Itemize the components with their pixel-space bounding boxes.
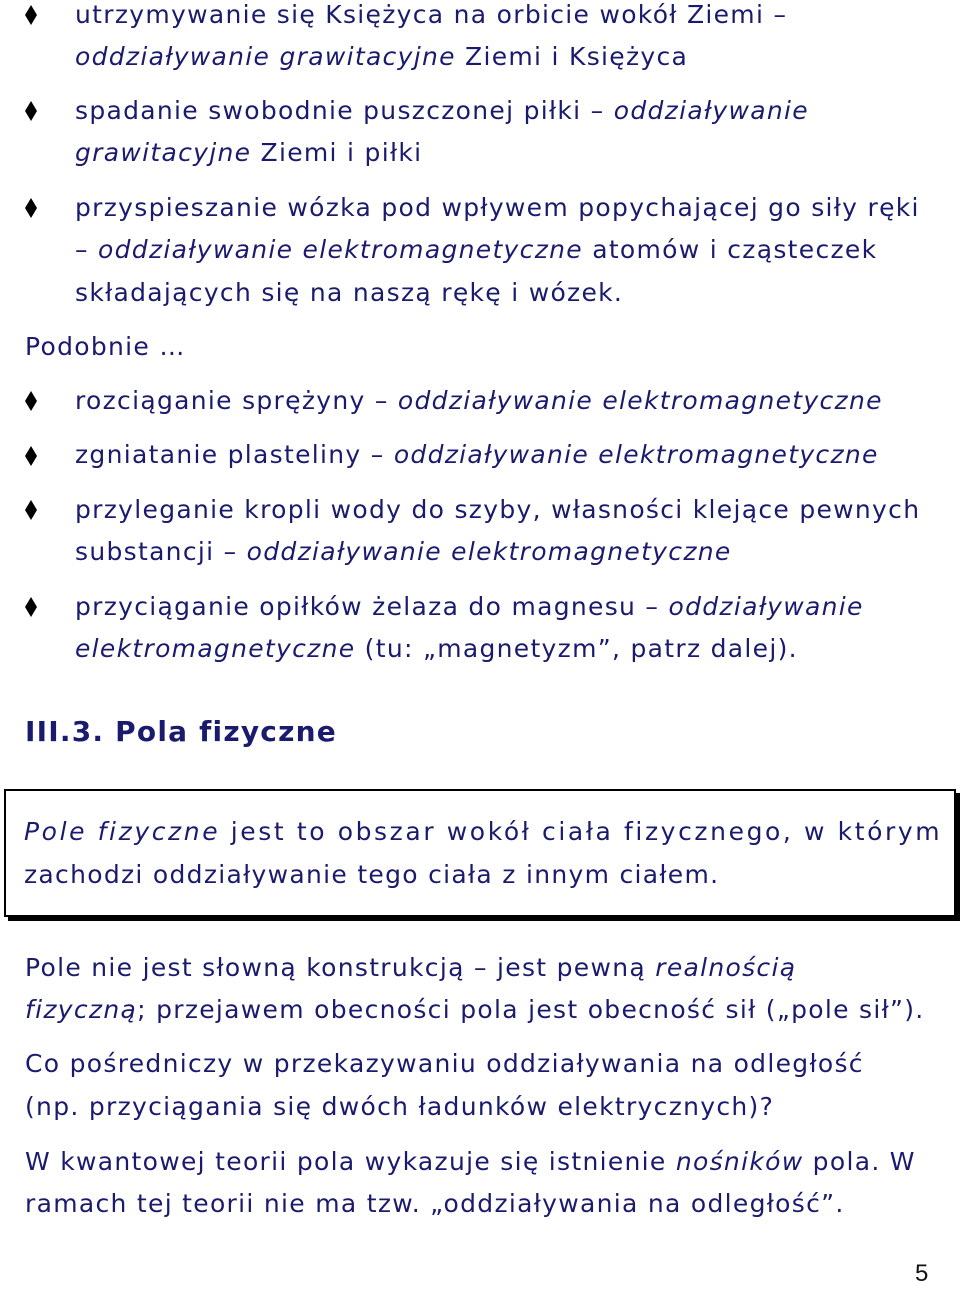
italic-text: realnością [655,953,797,982]
text-run: Ziemi i Księżyca [455,42,689,71]
paragraph-line [25,947,796,989]
diamond-bullet-icon [25,198,37,218]
text-run: W kwantowej teorii pola wykazuje się istnienie [25,1147,676,1176]
italic-text: oddziaływanie [668,592,864,621]
italic-text: Pole fizyczne [24,817,221,846]
podobnie-label: Podobnie … [25,332,186,361]
text-run: jest to obszar wokół ciała fizycznego, w którym [220,817,943,846]
text-run: (np. przyciągania się dwóch ładunków elektrycznych)? [25,1092,775,1121]
text-run: spadanie swobodnie puszczonej piłki – [75,96,614,125]
text-run: rozciąganie sprężyny – [75,386,398,415]
paragraph-line [25,1043,864,1085]
text-run: atomów i cząsteczek [582,235,878,264]
text-line [75,187,920,229]
definition-line [24,811,942,853]
italic-text: elektromagnetyczne [75,634,356,663]
italic-text: oddziaływanie elektromagnetyczne [397,386,883,415]
text-line [75,272,623,314]
definition-line [24,854,719,896]
italic-text: oddziaływanie elektromagnetyczne [98,235,583,264]
text-run: przyciąganie opiłków żelaza do magnesu – [75,592,669,621]
text-run: przyleganie kropli wody do szyby, własności klejące pewnych [75,495,921,524]
text-run: substancji – [75,537,247,566]
text-run: Co pośredniczy w przekazywaniu oddziaływania na odległość [25,1049,864,1078]
italic-text: grawitacyjne [75,138,252,167]
text-run: ramach tej teorii nie ma tzw. „oddziaływania na odległość”. [25,1189,845,1218]
paragraph-line [25,1141,916,1183]
page-number: 5 [915,1260,929,1287]
italic-text: oddziaływanie grawitacyjne [75,42,456,71]
italic-text: fizyczną [25,995,138,1024]
diamond-bullet-icon [25,5,37,25]
text-run: Ziemi i piłki [251,138,423,167]
paragraph-line [25,989,925,1031]
text-run: ; przejawem obecności pola jest obecność sił („pole sił”). [137,995,925,1024]
definition-box [4,789,956,917]
text-line [75,434,879,476]
text-line [75,36,688,78]
paragraph-line [25,1086,774,1128]
text-line [75,586,864,628]
italic-text: oddziaływanie elektromagnetyczne [246,537,732,566]
text-line [75,380,883,422]
text-run: utrzymywanie się Księżyca na orbicie wokół Ziemi – [75,0,788,29]
text-run: (tu: „magnetyzm”, patrz dalej). [355,634,798,663]
text-run: Pole nie jest słowną konstrukcją – jest pewną [25,953,656,982]
diamond-bullet-icon [25,446,37,466]
section-heading: III.3. Pola fizyczne [25,715,337,748]
text-run: zgniatanie plasteliny – [75,440,394,469]
text-run: zachodzi oddziaływanie tego ciała z innym ciałem. [24,860,720,889]
italic-text: nośników [675,1147,804,1176]
diamond-bullet-icon [25,391,37,411]
text-run: pola. W [803,1147,916,1176]
text-line [75,489,920,531]
text-line [75,132,422,174]
diamond-bullet-icon [25,597,37,617]
diamond-bullet-icon [25,500,37,520]
text-line [75,229,877,271]
italic-text: oddziaływanie elektromagnetyczne [393,440,879,469]
text-line [75,90,809,132]
paragraph-line [25,1183,845,1225]
text-run: składających się na naszą rękę i wózek. [75,278,624,307]
text-line [75,628,798,670]
text-line [75,0,787,36]
text-run: – [75,235,99,264]
text-run: przyspieszanie wózka pod wpływem popychającej go siły ręki [75,193,920,222]
text-line [75,531,732,573]
italic-text: oddziaływanie [613,96,809,125]
diamond-bullet-icon [25,101,37,121]
